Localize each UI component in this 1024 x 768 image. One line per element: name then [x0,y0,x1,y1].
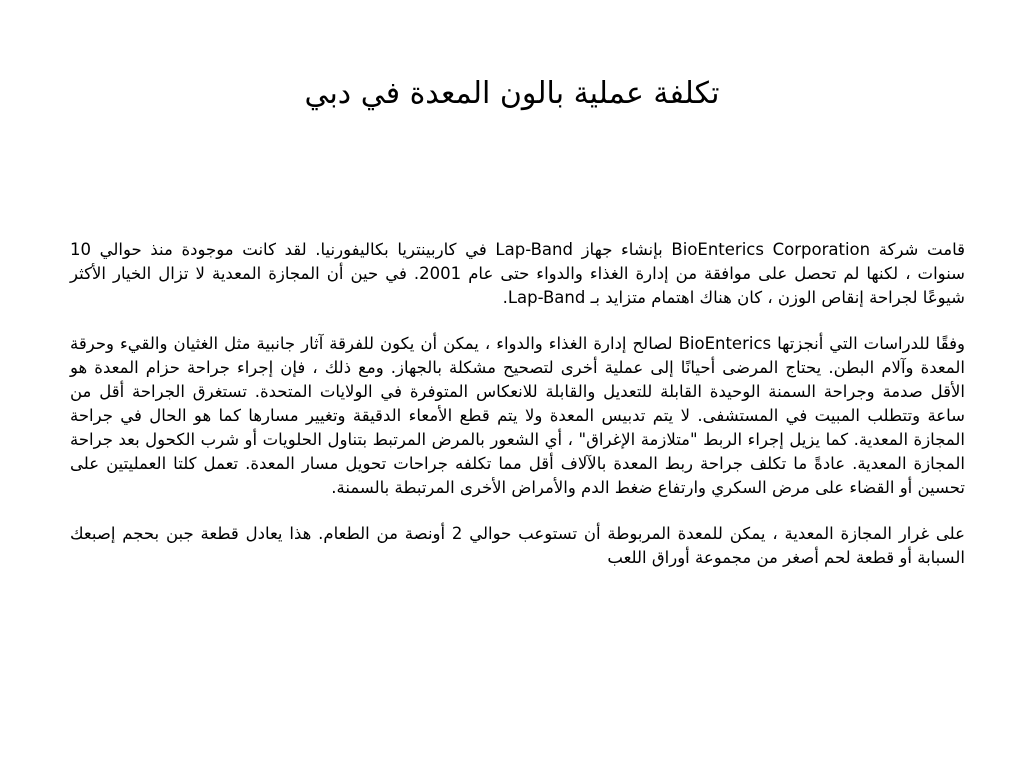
slide-title: تكلفة عملية بالون المعدة في دبي [304,76,720,111]
paragraph-side-effects: وفقًا للدراسات التي أنجزتها BioEnterics لصالح إدارة الغذاء والدواء ، يمكن أن يكون للفرقة آثار جانبية مثل الغثيان والقيء وحرقة المعدة وآلام البطن. يحتاج المرضى أحيانًا إلى عملية أخرى لتصحيح مشكلة بالجهاز. ومع ذلك ، فإن إجراء جراحة حزام المعدة هو الأقل صدمة وجراحة السمنة الوحيدة القابلة للتعديل والقابلة للانعكاس المتوفرة في الولايات المتحدة. تستغرق الجراحة أقل من ساعة وتتطلب المبيت في المستشفى. لا يتم تدبيس المعدة ولا يتم قطع الأمعاء الدقيقة وتغيير مسارها كما هو الحال في جراحة المجازة المعدية. كما يزيل إجراء الربط "متلازمة الإغراق" ، أي الشعور بالمرض المرتبط بتناول الحلويات أو شرب الكحول بعد جراحة المجازة المعدية. عادةً ما تكلف جراحة ربط المعدة بالآلاف أقل مما تكلفه جراحات تحويل مسار المعدة. تعمل كلتا العمليتين على تحسين أو القضاء على مرض السكري وارتفاع ضغط الدم والأمراض الأخرى المرتبطة بالسمنة. [70,334,965,497]
paragraph-stomach-capacity: على غرار المجازة المعدية ، يمكن للمعدة المربوطة أن تستوعب حوالي 2 أونصة من الطعام. هذا يعادل قطعة جبن بحجم إصبعك السبابة أو قطعة لحم أصغر من مجموعة أوراق اللعب [70,524,965,567]
slide-body [70,238,965,592]
paragraph-intro: قامت شركة BioEnterics Corporation بإنشاء جهاز Lap-Band في كاربينتريا بكاليفورنيا. لقد كانت موجودة منذ حوالي 10 سنوات ، لكنها لم تحصل على موافقة من إدارة الغذاء والدواء حتى عام 2001. في حين أن المجازة المعدية لا تزال الخيار الأكثر شيوعًا لجراحة إنقاص الوزن ، كان هناك اهتمام متزايد بـ Lap-Band. [70,240,965,307]
